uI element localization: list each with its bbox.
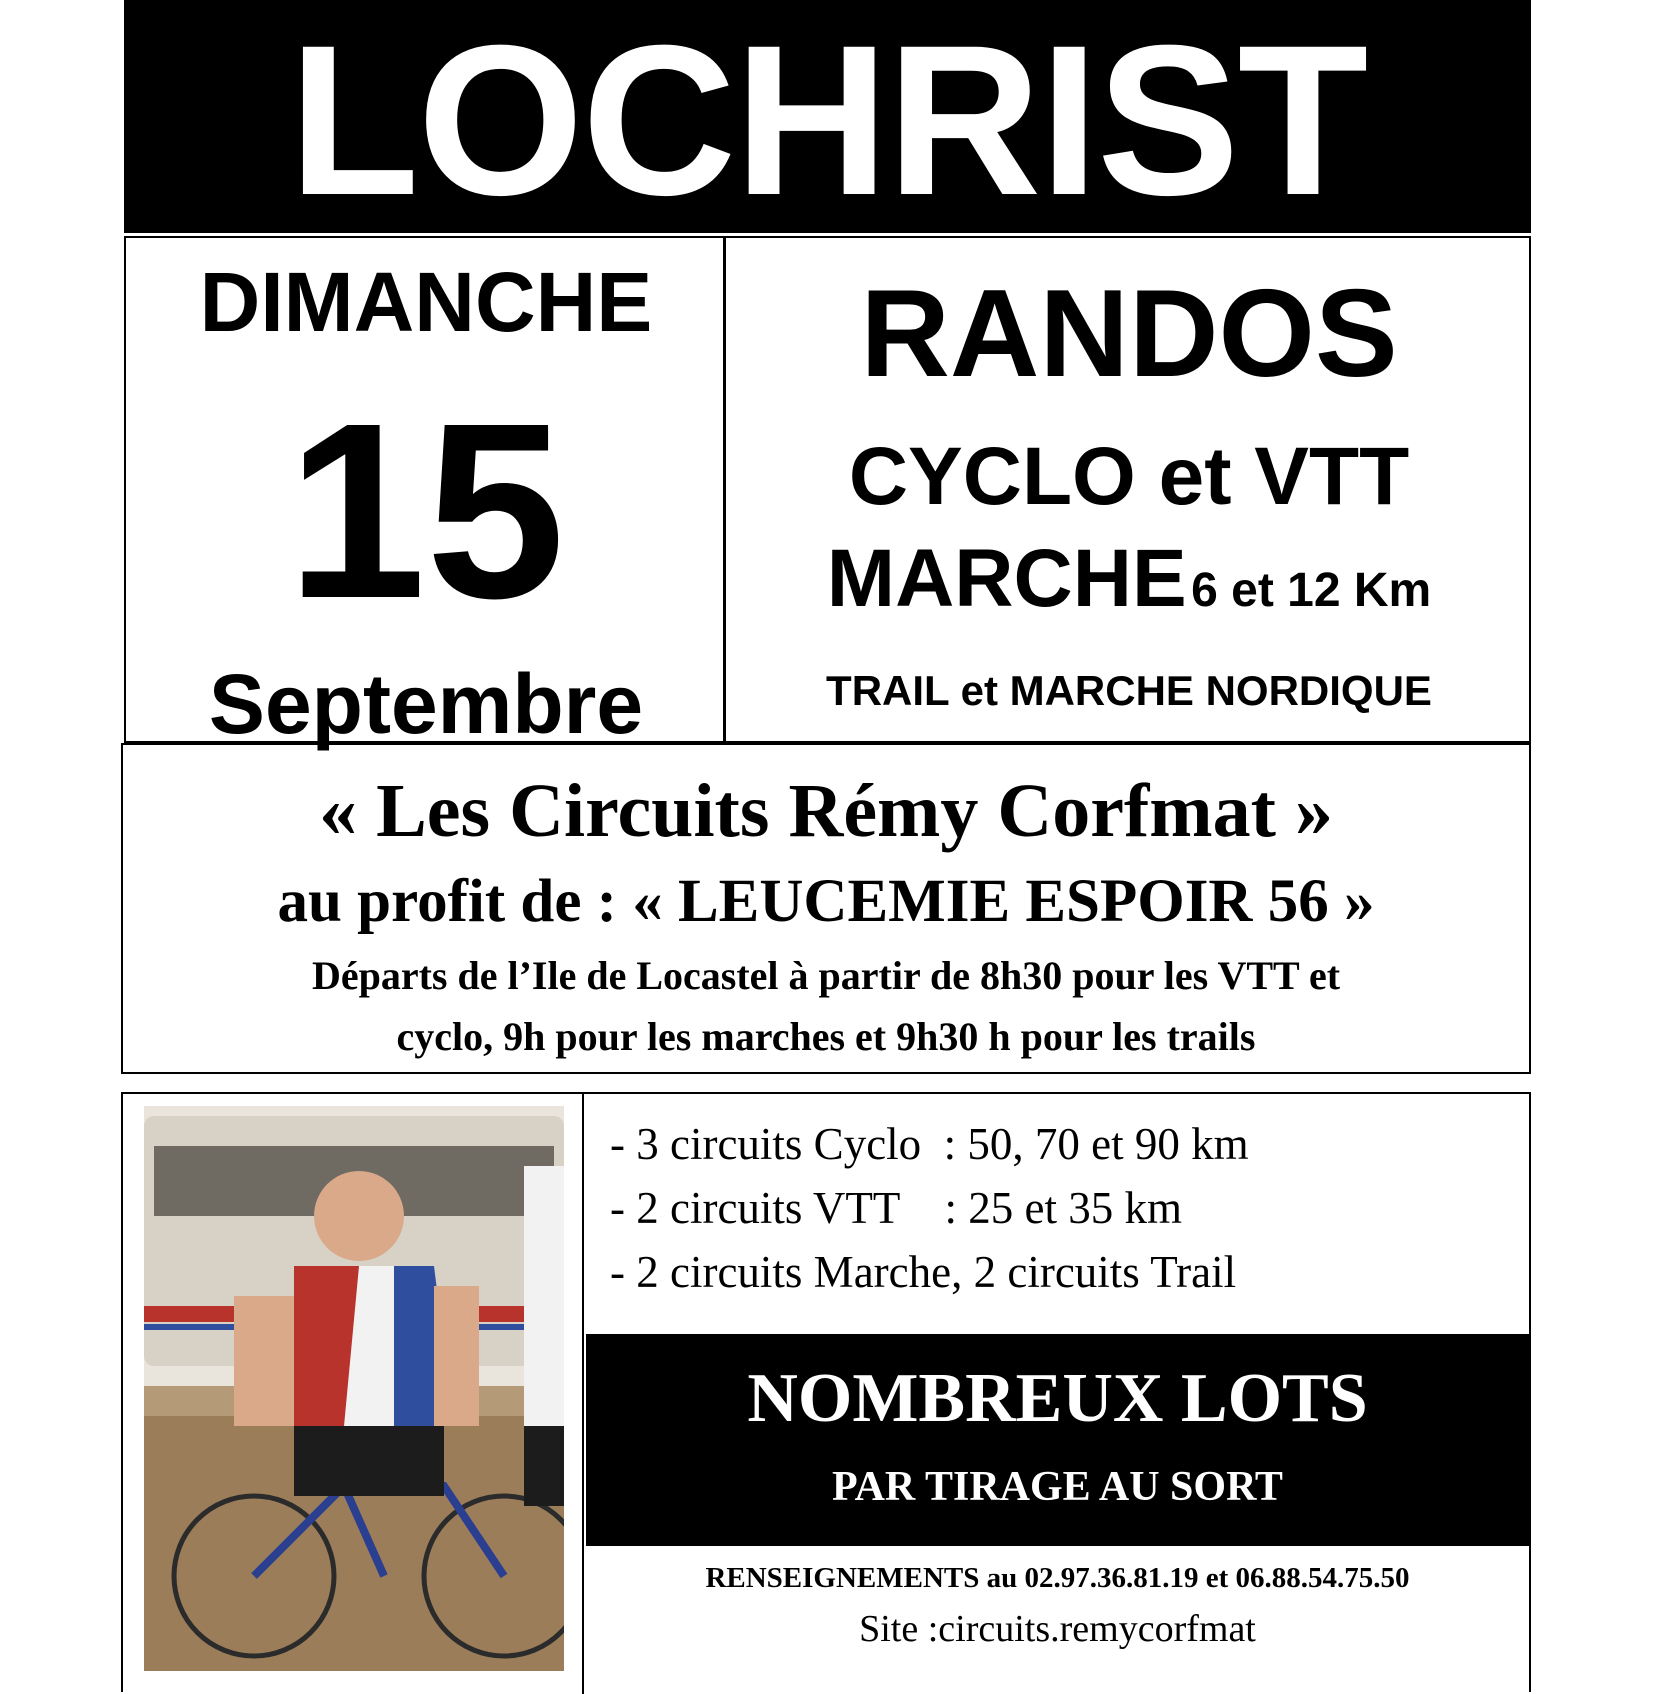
- circuits-list: [586, 1094, 1529, 1334]
- list-item: - 3 circuits Cyclo : 50, 70 et 90 km: [610, 1119, 1249, 1169]
- title-banner: [124, 0, 1531, 240]
- marche-word: MARCHE: [826, 533, 1187, 624]
- list-item: - 2 circuits Marche, 2 circuits Trail: [610, 1247, 1237, 1297]
- info-panel: [124, 236, 1531, 751]
- date-column: [126, 238, 726, 751]
- marche-line: [729, 533, 1529, 624]
- lots-subtitle: PAR TIRAGE AU SORT: [832, 1464, 1283, 1510]
- photo-cell: [123, 1094, 584, 1694]
- cyclo-vtt-line: CYCLO et VTT: [848, 431, 1410, 522]
- event-panel: [121, 743, 1531, 1074]
- departs-line-2: cyclo, 9h pour les marches et 9h30 h pour les trails: [396, 1014, 1256, 1059]
- contact-area: [586, 1546, 1529, 1694]
- day-name: DIMANCHE: [199, 255, 653, 349]
- activities-column: [729, 238, 1529, 741]
- town-title: LOCHRIST: [288, 0, 1367, 240]
- list-item: - 2 circuits VTT : 25 et 35 km: [610, 1183, 1183, 1233]
- trail-line: TRAIL et MARCHE NORDIQUE: [826, 667, 1432, 714]
- cyclist-photo: [144, 1106, 564, 1671]
- contact-phones: RENSEIGNEMENTS au 02.97.36.81.19 et 06.88.54.75.50: [705, 1562, 1410, 1594]
- bottom-panel: [121, 1092, 1531, 1692]
- lots-title: NOMBREUX LOTS: [747, 1360, 1368, 1437]
- website-text: Site :circuits.remycorfmat: [859, 1608, 1256, 1650]
- month-name: Septembre: [208, 657, 644, 751]
- marche-distances: 6 et 12 Km: [1191, 564, 1432, 617]
- event-title: « Les Circuits Rémy Corfmat »: [319, 769, 1333, 853]
- day-number: 15: [286, 371, 566, 650]
- departs-line-1: Départs de l’Ile de Locastel à partir de 8h30 pour les VTT et: [311, 953, 1341, 998]
- randos-heading: RANDOS: [860, 265, 1398, 403]
- lots-banner: [586, 1334, 1529, 1546]
- profit-line: au profit de : « LEUCEMIE ESPOIR 56 »: [277, 868, 1375, 935]
